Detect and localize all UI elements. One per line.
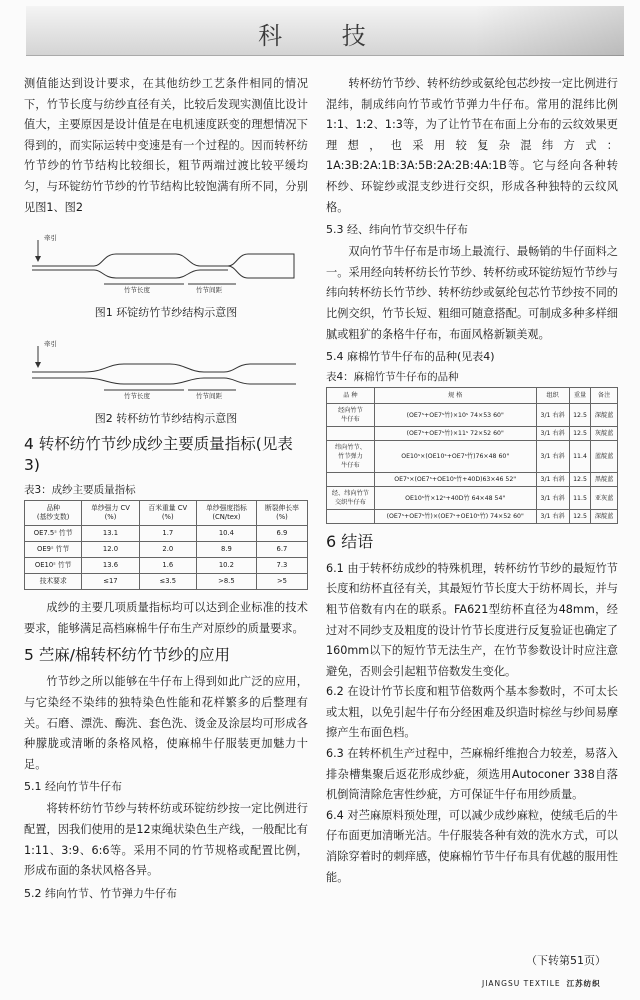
table-4-cell: 经向竹节 牛仔布 [327,404,375,427]
table-4-header-cell: 重量 [569,388,590,404]
table-3-cell: 12.0 [82,542,139,558]
figure-1 [24,220,308,302]
table-3 [24,500,308,590]
table-4-cell: OE10ˢ×(OE10ˢ+OE7ˢ竹)76×48 60" [374,441,536,473]
table-3-cell: 10.2 [196,558,256,574]
table-3-row [25,542,308,558]
table-3-header-cell: 单纱强度指标 (CN/tex) [196,501,256,526]
table-4-cell: 11.5 [569,487,590,510]
table-3-header-cell: 百米重量 CV (%) [139,501,196,526]
table-4-cell: 深靛蓝 [591,510,618,524]
table-4-header-cell: 备注 [591,388,618,404]
paragraph-weft-slub: 转杯纺竹节纱、转杯纺纱或氨纶包芯纱按一定比例进行混纬，制成纬向竹节或竹节弹力牛仔布。常用的混纬比例1:1、1:2、1:3等，为了让竹节在布面上分布的云纹效果更理想，也采用较复杂混纬方式：1A:3B:2A:1B:3A:5B:2A:2B:4A:1B等。它与经向各种转杯纱、环锭纱或混支纱进行交织，形成各种独特的云纹风格。 [326,77,618,214]
table-4-row [327,427,618,441]
fig1-direction-label: 牵引 [44,234,57,243]
fig2-slub-spacing-label: 竹节间距 [196,392,222,401]
section-5-3-heading: 5.3 经、纬向竹节交织牛仔布 [326,223,468,237]
table-4-cell: 深靛蓝 [591,404,618,427]
journal-name-en: JIANGSU TEXTILE [482,979,561,988]
section-5-4-heading: 5.4 麻棉竹节牛仔布的品种(见表4) [326,350,495,364]
table-4-cell: 灰靛蓝 [591,427,618,441]
table-4-cell: 纬向竹节、 竹节弹力 牛仔布 [327,441,375,473]
table-3-cell: 6.7 [256,542,307,558]
section-5-2-heading: 5.2 纬向竹节、竹节弹力牛仔布 [24,886,177,900]
table-3-row [25,574,308,590]
conclusion-6-3: 6.3 在转杯机生产过程中，苎麻棉纤维抱合力较差，易落入排杂槽集聚后返花形成纱疵，须选用Autoconer 338自落机倒筒清除危害性纱疵，方可保证牛仔布用纱质量。 [326,747,618,802]
table-4-cell: 3/1 右斜 [536,473,569,487]
fig1-slub-length-label: 竹节长度 [124,286,150,295]
section-header [26,6,624,56]
left-column [24,74,308,906]
table-4-cell: (OE7ˢ+OE7ˢ竹)×10ˢ 74×53 60" [374,404,536,427]
table-3-cell: 技术要求 [25,574,82,590]
table-3-cell: 8.9 [196,542,256,558]
table-4-cell: 3/1 右斜 [536,427,569,441]
table-4-cell: 12.5 [569,510,590,524]
paragraph-measured-vs-design: 测值能达到设计要求，在其他纺纱工艺条件相同的情况下，竹节长度与纺纱直径有关，比较后发现实测值比设计值大，主要原因是设计值是在电机速度跃变的理想情况下得到的，而实际运转中变速是有一个过程的。因而转杯纺竹节纱的竹节结构比较细长，粗节两端过渡比较平缓均匀，与环锭纺竹节纱的竹节结构比较饱满有所不同，分别见图1、图2 [24,77,308,214]
table-3-row [25,558,308,574]
journal-name-cn: 江苏纺织 [566,979,601,988]
table-3-cell: OE7.5ˢ 竹节 [25,526,82,542]
table-3-cell: 7.3 [256,558,307,574]
table-3-cell: 6.9 [256,526,307,542]
conclusion-6-1: 6.1 由于转杯纺成纱的特殊机理，转杯纺竹节纱的最短竹节长度和纺杯直径有关，其最短竹节长度大于纺杯周长，并与粗节倍数有内在的联系。FA621型纺杯直径为48mm，经过对不同纱支及粗度的设计竹节长度进行反复验证也确定了160mm以下的短竹节无法生产，在竹节参数设计时应注意避免，否则会引起粗节倍数发生变化。 [326,561,618,678]
table-4-header-cell: 品 种 [327,388,375,404]
table-3-cell: ≤17 [82,574,139,590]
rotor-spun-slub-diagram [24,326,308,401]
section-6-heading: 6 结语 [326,532,374,552]
table-4-row [327,510,618,524]
table-4-cell: 蓝靛蓝 [591,441,618,473]
table-4-cell [327,427,375,441]
ring-spun-slub-diagram [24,220,308,295]
table-4-header-cell: 组织 [536,388,569,404]
table-3-header-cell: 断裂伸长率 (%) [256,501,307,526]
section-5-heading: 5 苎麻/棉转杯纺竹节纱的应用 [24,646,231,665]
section-title: 科 技 [258,22,392,50]
table-3-cell: OE10ˢ 竹节 [25,558,82,574]
table-3-row [25,526,308,542]
table-4-cell: 3/1 右斜 [536,487,569,510]
table-3-header-cell: 单纱强力 CV (%) [82,501,139,526]
table-3-cell: ≤3.5 [139,574,196,590]
paragraph-cross-slub: 双向竹节牛仔布是市场上最流行、最畅销的牛仔面料之一。采用经向转杯纺长竹节纱、转杯纺或环锭纺短竹节纱与纬向转杯纺长竹节纱、转杯纺纱或氨纶包芯竹节纱按不同的比例交织，竹节长短、粗细可随意搭配。可制成多种多样细腻或粗犷的条格牛仔布，布面风格新颖美观。 [326,245,618,341]
table-4-cell: 12.5 [569,404,590,427]
table-3-cell: >5 [256,574,307,590]
section-4-heading: 4 转杯纺竹节纱成纱主要质量指标(见表3) [24,435,293,475]
fig2-slub-length-label: 竹节长度 [124,392,150,401]
table-4-row [327,404,618,427]
table-4-cell: 3/1 右斜 [536,510,569,524]
fig1-slub-spacing-label: 竹节间距 [196,286,222,295]
table-4-cell: 亚灰蓝 [591,487,618,510]
paragraph-quality-summary: 成纱的主要几项质量指标均可以达到企业标准的技术要求，能够满足高档麻棉牛仔布生产对原纱的质量要求。 [24,601,308,635]
table-4-row [327,487,618,510]
figure-2 [24,326,308,408]
table-4-cell: OE7ˢ×(OE7ˢ+OE10ˢ竹+40D)63×46 52" [374,473,536,487]
table-4-cell: 经、纬向竹节 交织牛仔布 [327,487,375,510]
table-4-cell: (OE7ˢ+OE7ˢ竹)×(OE7ˢ+OE10ˢ竹) 74×52 60" [374,510,536,524]
table-4-cell: 3/1 右斜 [536,404,569,427]
table-3-cell: 13.1 [82,526,139,542]
table-4-header [327,388,618,404]
right-column [326,74,618,888]
fig2-direction-label: 牵引 [44,340,57,349]
table-3-cell: 1.6 [139,558,196,574]
table-4-cell: OE10ˢ竹×12ˢ+40D竹 64×48 54" [374,487,536,510]
table-4-cell [327,510,375,524]
table-4-row [327,473,618,487]
conclusion-6-2: 6.2 在设计竹节长度和粗节倍数两个基本参数时，不可太长或太粗，以免引起牛仔布分经困难及织造时棕丝与纱间易摩擦产生布面色档。 [326,685,618,740]
table-3-cell: 1.7 [139,526,196,542]
table-4-cell: 黑靛蓝 [591,473,618,487]
table-3-body [25,526,308,590]
journal-footer [482,978,601,989]
section-5-1-heading: 5.1 经向竹节牛仔布 [24,780,122,794]
conclusion-6-4: 6.4 对苎麻原料预处理，可以减少成纱麻粒，使绒毛后的牛仔布面更加清晰光洁。牛仔服装各种有效的洗水方式，可以消除穿着时的刺痒感，使麻棉竹节牛仔布具有优越的服用性能。 [326,808,618,884]
table-4-header-cell: 规 格 [374,388,536,404]
table-3-cell: 13.6 [82,558,139,574]
table-4-cell: 12.5 [569,427,590,441]
figure-1-caption: 图1 环锭纺竹节纱结构示意图 [94,306,238,320]
figure-2-caption: 图2 转杯纺竹节纱结构示意图 [94,412,238,426]
table-3-header-cell: 品种 (基纱支数) [25,501,82,526]
table-4 [326,387,618,524]
table-3-cell: 2.0 [139,542,196,558]
table-3-cell: 10.4 [196,526,256,542]
table-3-header [25,501,308,526]
continued-note: （下转第51页） [526,954,606,967]
table-4-cell: 12.5 [569,473,590,487]
table-4-cell: 11.4 [569,441,590,473]
table-4-cell: (OE7ˢ+OE7ˢ竹)×11ˢ 72×52 60" [374,427,536,441]
table-4-body [327,404,618,524]
table-4-row [327,441,618,473]
table-4-cell [327,473,375,487]
table-4-caption: 表4：麻棉竹节牛仔布的品种 [326,371,459,384]
table-3-cell: >8.5 [196,574,256,590]
table-4-cell: 3/1 右斜 [536,441,569,473]
paragraph-application: 竹节纱之所以能够在牛仔布上得到如此广泛的应用，与它染经不染纬的独特染色性能和花样繁多的后整理有关。石磨、漂洗、酶洗、套色洗、烫金及涂层均可形成各种朦胧或清晰的条格风格，使麻棉牛仔服装更加魅力十足。 [24,675,308,771]
table-3-caption: 表3：成纱主要质量指标 [24,484,136,497]
table-3-cell: OE9ˢ 竹节 [25,542,82,558]
paragraph-warp-slub: 将转杯纺竹节纱与转杯纺或环锭纺纱按一定比例进行配置，因我们使用的是12束绳状染色生产线，一般配比有1:11、3:9、6:6等。采用不同的竹节规格或配置比例，形成布面的条状风格各异。 [24,802,308,878]
